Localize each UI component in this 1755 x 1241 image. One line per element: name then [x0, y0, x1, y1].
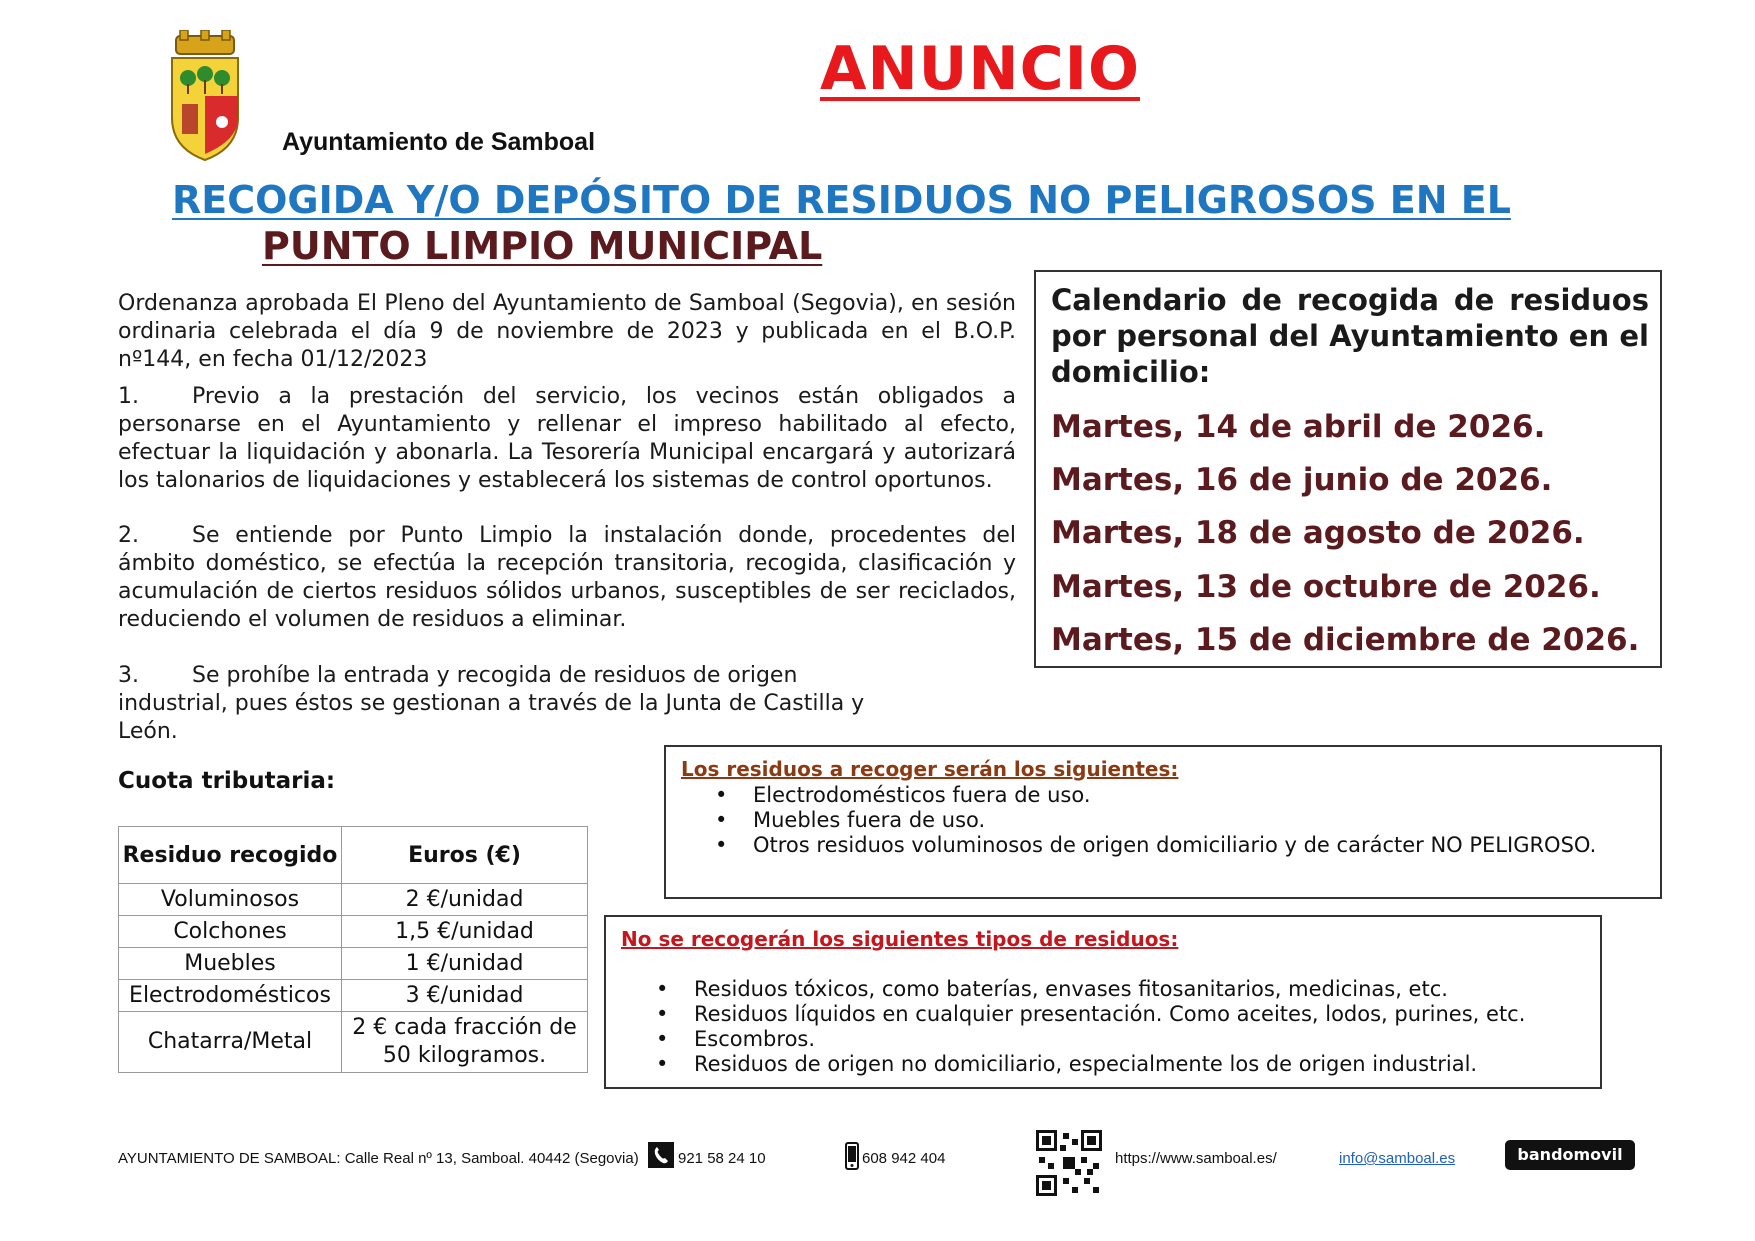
footer-mobile[interactable]: 608 942 404: [862, 1150, 946, 1167]
mobile-phone-icon: [845, 1142, 859, 1170]
ordinance-intro: Ordenanza aprobada El Pleno del Ayuntamiento de Samboal (Segovia), en sesión ordinaria celebrada el día 9 de noviembre de 2023 y publicada en el B.O.P. nº144, en fecha 01/12/2023: [118, 291, 1016, 372]
list-item-text: Escombros.: [694, 1027, 816, 1051]
calendar-date: Martes, 18 de agosto de 2026.: [1051, 515, 1585, 551]
bullet-icon: •: [715, 808, 728, 832]
list-item: [656, 977, 1525, 1002]
list-item-text: Residuos líquidos en cualquier presentación. Como aceites, lodos, purines, etc.: [694, 1002, 1526, 1026]
footer-phone[interactable]: 921 58 24 10: [678, 1150, 766, 1167]
table-row: [119, 916, 588, 948]
list-item-text: Residuos de origen no domiciliario, especialmente los de origen industrial.: [694, 1052, 1478, 1076]
council-name: Ayuntamiento de Samboal: [282, 128, 596, 156]
bullet-icon: •: [656, 977, 669, 1001]
table-row: [119, 1012, 588, 1073]
table-cell: Voluminosos: [119, 884, 342, 916]
footer-email-link[interactable]: info@samboal.es: [1339, 1150, 1456, 1167]
footer-address: AYUNTAMIENTO DE SAMBOAL: Calle Real nº 13, Samboal. 40442 (Segovia): [118, 1150, 639, 1167]
table-cell: 2 € cada fracción de 50 kilogramos.: [342, 1012, 588, 1073]
qr-code-icon[interactable]: [1036, 1130, 1102, 1196]
table-row: [119, 884, 588, 916]
table-cell: Colchones: [119, 916, 342, 948]
item-number: 1.: [118, 384, 139, 409]
calendar-box: [1034, 270, 1662, 668]
page-title-line2: PUNTO LIMPIO MUNICIPAL: [262, 224, 823, 268]
collected-waste-title: Los residuos a recoger serán los siguientes:: [681, 757, 1179, 781]
list-item-text: Residuos tóxicos, como baterías, envases fitosanitarios, medicinas, etc.: [694, 977, 1448, 1001]
collected-waste-box: [664, 745, 1662, 899]
list-item: [715, 783, 1596, 808]
column-header: Euros (€): [342, 827, 588, 884]
list-item-text: Muebles fuera de uso.: [753, 808, 986, 832]
excluded-waste-box: [604, 915, 1602, 1089]
phone-icon: [648, 1142, 674, 1168]
list-item: [118, 383, 1016, 495]
cuota-label: Cuota tributaria:: [118, 768, 336, 794]
list-item-text: Electrodomésticos fuera de uso.: [753, 783, 1091, 807]
list-item: [715, 833, 1596, 858]
bullet-icon: •: [656, 1052, 669, 1076]
table-cell: 2 €/unidad: [342, 884, 588, 916]
table-cell: Chatarra/Metal: [119, 1012, 342, 1073]
calendar-date: Martes, 13 de octubre de 2026.: [1051, 569, 1601, 605]
coat-of-arms-icon: [166, 30, 244, 162]
table-cell: Electrodomésticos: [119, 980, 342, 1012]
list-item: [715, 808, 1596, 833]
announcement-heading: ANUNCIO: [820, 34, 1140, 104]
item-text: Previo a la prestación del servicio, los vecinos están obligados a personarse en el Ayuntamiento y rellenar el impreso habilitado al efecto, efectuar la liquidación y abonarla. La Tesorería Municipal encargará y autorizará los talonarios de liquidaciones y establecerá los sistemas de control oportunos.: [118, 384, 1016, 493]
calendar-date: Martes, 16 de junio de 2026.: [1051, 462, 1553, 498]
page-title-line1: RECOGIDA Y/O DEPÓSITO DE RESIDUOS NO PELIGROSOS EN EL: [172, 178, 1511, 222]
item-number: 2.: [118, 523, 139, 548]
item-number: 3.: [118, 663, 139, 688]
list-item-text: Otros residuos voluminosos de origen domiciliario y de carácter NO PELIGROSO.: [753, 833, 1597, 857]
table-row: [119, 948, 588, 980]
bullet-icon: •: [656, 1002, 669, 1026]
bandomovil-logo[interactable]: bandomovil: [1505, 1140, 1635, 1170]
list-item: [656, 1052, 1525, 1077]
item-text: Se prohíbe la entrada y recogida de residuos de origen industrial, pues éstos se gestionan a través de la Junta de Castilla y León.: [118, 663, 865, 744]
list-item: [656, 1027, 1525, 1052]
footer-website-link[interactable]: https://www.samboal.es/: [1115, 1150, 1277, 1167]
calendar-date: Martes, 15 de diciembre de 2026.: [1051, 622, 1640, 658]
bullet-icon: •: [715, 833, 728, 857]
bullet-icon: •: [656, 1027, 669, 1051]
table-cell: 1,5 €/unidad: [342, 916, 588, 948]
collected-waste-list: [715, 783, 1596, 858]
column-header: Residuo recogido: [119, 827, 342, 884]
table-row: [119, 980, 588, 1012]
list-item: [118, 522, 1016, 634]
excluded-waste-title: No se recogerán los siguientes tipos de residuos:: [621, 927, 1179, 951]
table-cell: Muebles: [119, 948, 342, 980]
excluded-waste-list: [656, 977, 1525, 1077]
calendar-date: Martes, 14 de abril de 2026.: [1051, 409, 1546, 445]
bullet-icon: •: [715, 783, 728, 807]
table-header-row: [119, 827, 588, 884]
table-cell: 1 €/unidad: [342, 948, 588, 980]
item-text: Se entiende por Punto Limpio la instalación donde, procedentes del ámbito doméstico, se efectúa la recepción transitoria, recogida, clasificación y acumulación de ciertos residuos sólidos urbanos, susceptibles de ser reciclados, reduciendo el volumen de residuos a eliminar.: [118, 523, 1016, 632]
fee-table: [118, 826, 588, 1073]
list-item: [656, 1002, 1525, 1027]
list-item: [118, 662, 898, 746]
calendar-heading: Calendario de recogida de residuos por personal del Ayuntamiento en el domicilio:: [1051, 283, 1649, 389]
table-cell: 3 €/unidad: [342, 980, 588, 1012]
